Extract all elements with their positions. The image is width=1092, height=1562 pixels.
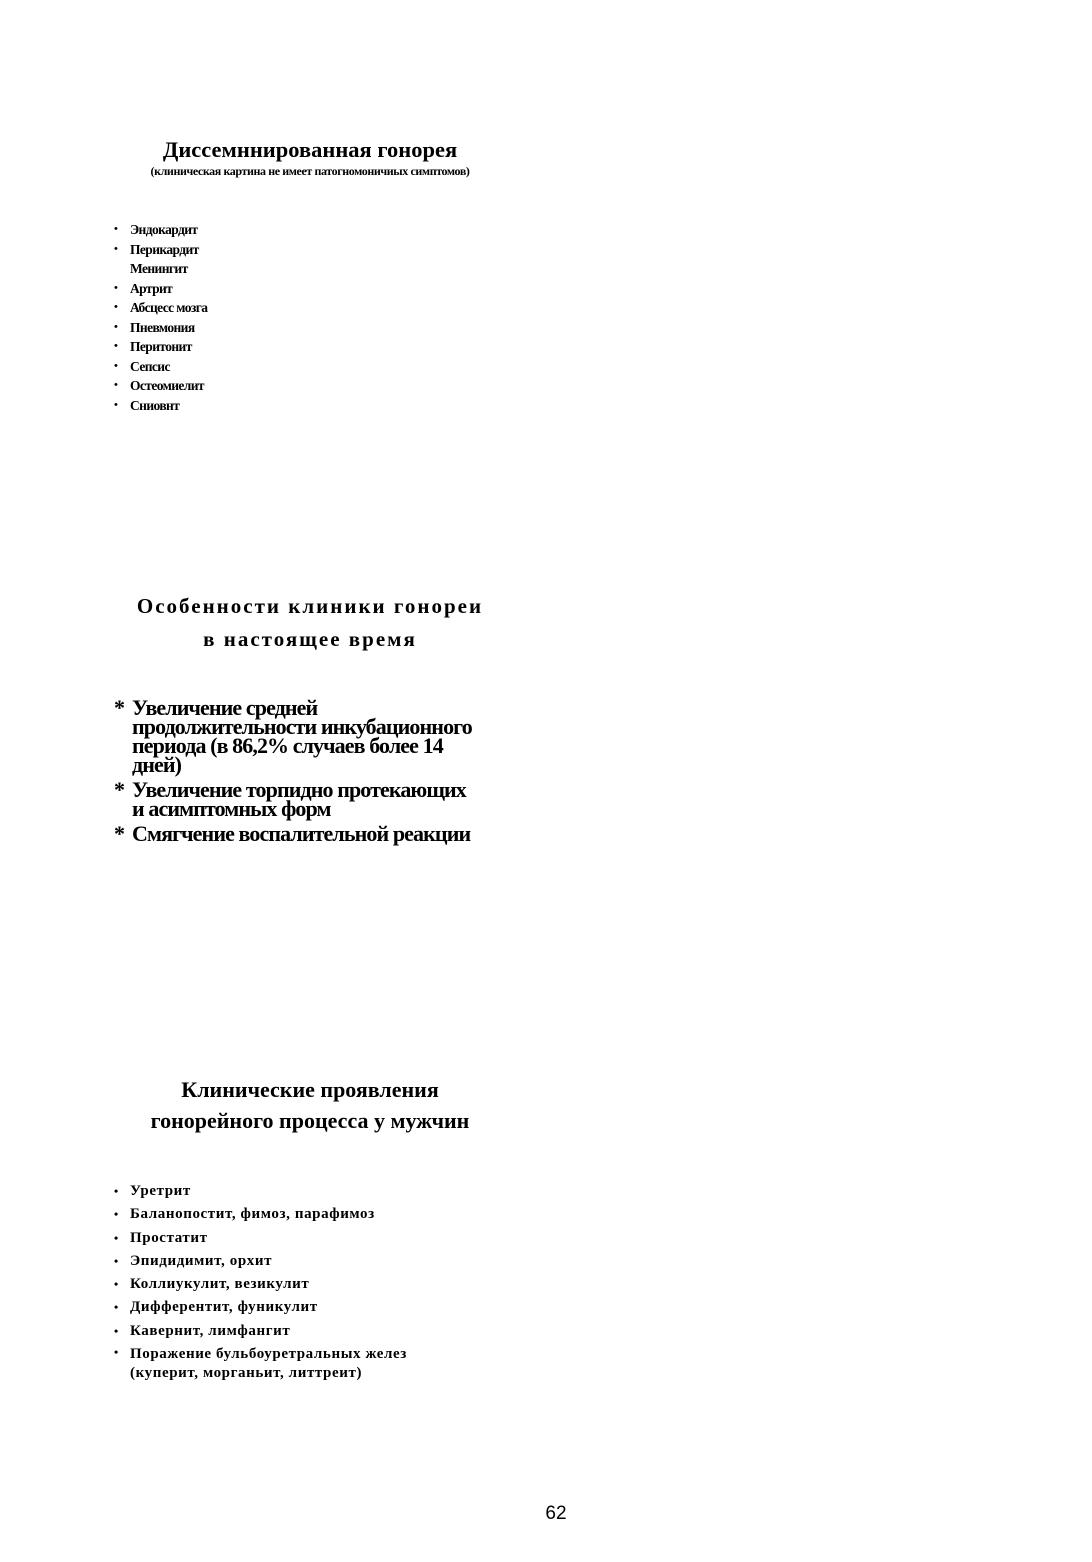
section3-title-line1: Клинические проявления [181, 1077, 439, 1102]
page-number: 62 [545, 1503, 567, 1524]
list-item: • Перитонит [114, 337, 207, 357]
bullet-icon: • [114, 1277, 119, 1292]
bullet-icon: • [114, 398, 118, 411]
bullet-icon: • [114, 1323, 119, 1338]
bullet-icon: • [114, 1253, 119, 1268]
bullet-icon: • [114, 242, 118, 255]
section2-title-line2: в настоящее время [203, 627, 417, 651]
bullet-icon: • [114, 301, 118, 313]
list-item: • Баланопостит, фимоз, парафимоз [114, 1203, 407, 1226]
section-current-features [80, 590, 540, 656]
list-item: * Увеличение средней продолжительности инкубационного периода (в 86,2% случаев более 14 дней) [114, 695, 472, 777]
list-item: Менингит [130, 261, 188, 276]
bullet-icon: • [114, 320, 118, 333]
list-item: • Артрит [114, 279, 207, 299]
list-item: • Сниовнт [114, 396, 207, 416]
section2-title-line1: Особенности клиники гонореи [136, 594, 484, 618]
bullet-icon: • [114, 1300, 119, 1315]
section1-subtitle: (клиническая картина не имеет патогномоничиых симптомов) [150, 164, 470, 178]
bullet-icon: • [114, 1207, 119, 1222]
asterisk-icon: * [114, 695, 125, 720]
list-item: • Уретрит [114, 1180, 407, 1203]
bullet-icon: • [114, 1345, 119, 1360]
list-item: • Сепсис [114, 357, 207, 377]
list-item: • Эпидидимит, орхит [114, 1250, 407, 1273]
asterisk-icon: * [114, 777, 125, 802]
section1-list [114, 220, 207, 415]
section2-list [114, 695, 554, 849]
list-item: • Перикардит [114, 240, 207, 260]
list-item: • Эндокардит [114, 220, 207, 240]
bullet-icon: • [114, 223, 118, 235]
list-item: * Увеличение торпидно протекающих и асимптомных форм [114, 777, 466, 821]
bullet-icon: • [114, 340, 118, 352]
section3-title-line2: гонорейного процесса у мужчин [150, 1108, 470, 1133]
section-disseminated-gonorrhea [60, 136, 560, 179]
section1-title: Диссемннированная гонорея [162, 137, 458, 162]
list-item: • Пневмония [114, 318, 207, 338]
list-item: • Простатит [114, 1227, 407, 1250]
bullet-icon: • [114, 379, 118, 391]
list-item: • Остеомиелит [114, 376, 207, 396]
bullet-icon: • [114, 281, 118, 294]
bullet-icon: • [114, 1230, 119, 1245]
bullet-icon: • [114, 359, 118, 372]
list-item: • Дифферентит, фуникулит [114, 1296, 407, 1319]
asterisk-icon: * [114, 821, 125, 846]
list-item: * Смягчение воспалительной реакции [114, 821, 471, 846]
list-item: • Абсцесс мозга [114, 298, 207, 318]
list-item: • Кавернит, лимфангит [114, 1320, 407, 1343]
section-male-manifestations [70, 1074, 550, 1136]
list-item: • Поражение бульбоуретральных желез (куперит, морганьит, литтреит) [114, 1345, 407, 1382]
section3-list [114, 1180, 407, 1383]
list-item: • Коллиукулит, везикулит [114, 1273, 407, 1296]
bullet-icon: • [114, 1184, 119, 1198]
